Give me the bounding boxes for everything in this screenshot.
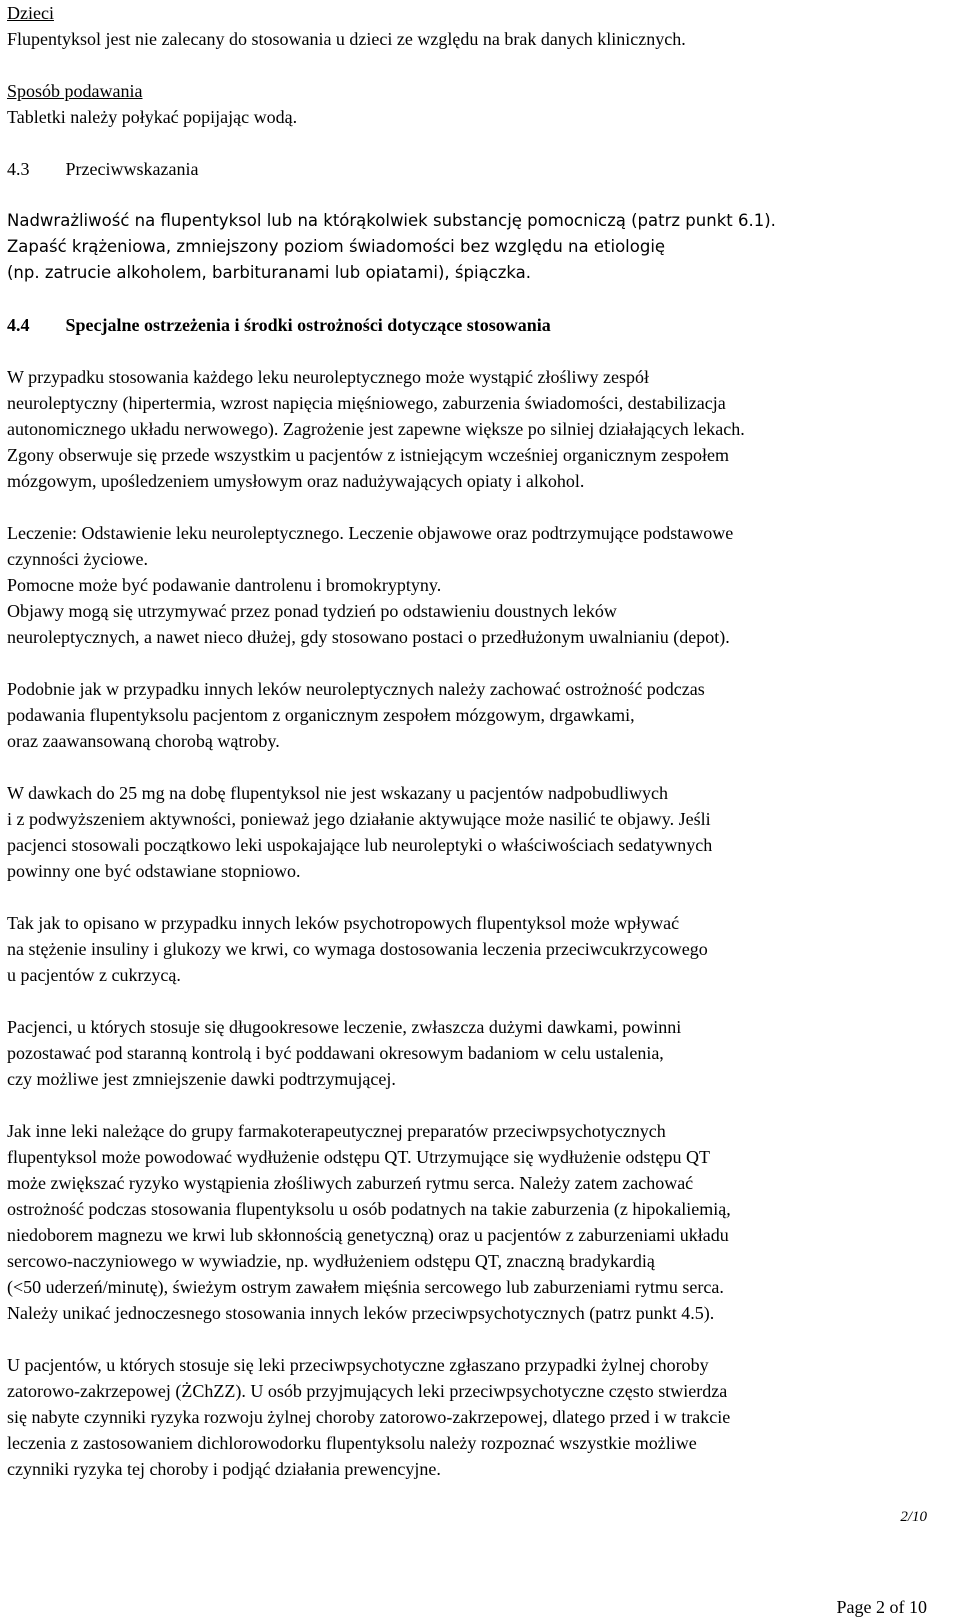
warnings-paragraph-organic (7, 676, 947, 754)
text-line: Tak jak to opisano w przypadku innych leków psychotropowych flupentyksol może wpływać (7, 913, 680, 933)
text-line: leczenia z zastosowaniem dichlorowodorku flupentyksolu należy rozpoznać wszystkie możliwe (7, 1433, 697, 1453)
text-line: W dawkach do 25 mg na dobę flupentyksol nie jest wskazany u pacjentów nadpobudliwych (7, 783, 669, 803)
text-line: neuroleptycznych, a nawet nieco dłużej, gdy stosowano postaci o przedłużonym uwalnianiu (depot). (7, 627, 730, 647)
section-4-4-heading (7, 312, 947, 338)
text-line: sercowo-naczyniowego w wywiadzie, np. wydłużeniem odstępu QT, znaczną bradykardią (7, 1251, 655, 1271)
contraindication-line: Nadwrażliwość na flupentyksol lub na którąkolwiek substancję pomocniczą (patrz punkt 6.1). (7, 211, 776, 230)
text-line: W przypadku stosowania każdego leku neuroleptycznego może wystąpić złośliwy zespół (7, 367, 649, 387)
text-line: u pacjentów z cukrzycą. (7, 965, 181, 985)
document-page (7, 0, 947, 1482)
text-line: autonomicznego układu nerwowego). Zagrożenie jest zapewne większe po silniej działających lekach. (7, 419, 745, 439)
text-line: oraz zaawansowaną chorobą wątroby. (7, 731, 280, 751)
text-line: mózgowym, upośledzeniem umysłowym oraz nadużywających opiaty i alkohol. (7, 471, 585, 491)
text-line: ostrożność podczas stosowania flupentyksolu u osób podatnych na takie zaburzenia (z hipokaliemią, (7, 1199, 731, 1219)
contraindication-line: Zapaść krążeniowa, zmniejszony poziom świadomości bez względu na etiologię (7, 237, 666, 256)
text-line: niedoborem magnezu we krwi lub skłonnością genetyczną) oraz u pacjentów z zaburzeniami układu (7, 1225, 729, 1245)
section-4-4-title: Specjalne ostrzeżenia i środki ostrożności dotyczące stosowania (65, 315, 551, 335)
administration-heading: Sposób podawania (7, 81, 143, 101)
text-line: pacjenci stosowali początkowo leki uspokajające lub neuroleptyki o właściwościach sedatywnych (7, 835, 713, 855)
warnings-paragraph-dosage (7, 780, 947, 884)
text-line: neuroleptyczny (hipertermia, wzrost napięcia mięśniowego, zaburzenia świadomości, destabilizacja (7, 393, 726, 413)
warnings-paragraph-nms (7, 364, 947, 494)
text-line: podawania flupentyksolu pacjentom z organicznym zespołem mózgowym, drgawkami, (7, 705, 635, 725)
page-number: Page 2 of 10 (836, 1597, 927, 1617)
text-line: Podobnie jak w przypadku innych leków neuroleptycznych należy zachować ostrożność podczas (7, 679, 705, 699)
contraindications-block (7, 208, 947, 286)
text-line: i z podwyższeniem aktywności, ponieważ jego działanie aktywujące może nasilić te objawy. Jeśli (7, 809, 711, 829)
text-line: Należy unikać jednoczesnego stosowania innych leków przeciwpsychotycznych (patrz punkt 4.5). (7, 1303, 715, 1323)
section-4-4-number: 4.4 (7, 315, 30, 335)
text-line: się nabyte czynniki ryzyka rozwoju żylnej choroby zatorowo-zakrzepowej, dlatego przed i w trakcie (7, 1407, 731, 1427)
text-line: na stężenie insuliny i glukozy we krwi, co wymaga dostosowania leczenia przeciwcukrzycowego (7, 939, 708, 959)
text-line: U pacjentów, u których stosuje się leki przeciwpsychotyczne zgłaszano przypadki żylnej choroby (7, 1355, 709, 1375)
text-line: Zgony obserwuje się przede wszystkim u pacjentów z istniejącym wcześniej organicznym zespołem (7, 445, 729, 465)
section-4-3-title: Przeciwwskazania (65, 159, 199, 179)
text-line: Pomocne może być podawanie dantrolenu i bromokryptyny. (7, 575, 442, 595)
warnings-paragraph-longterm (7, 1014, 947, 1092)
section-4-3-heading (7, 156, 947, 182)
text-line: może zwiększać ryzyko wystąpienia złośliwych zaburzeń rytmu serca. Należy zatem zachować (7, 1173, 694, 1193)
text-line: flupentyksol może powodować wydłużenie odstępu QT. Utrzymujące się wydłużenie odstępu QT (7, 1147, 710, 1167)
administration-text: Tabletki należy połykać popijając wodą. (7, 107, 298, 127)
text-line: zatorowo-zakrzepowej (ŻChZZ). U osób przyjmujących leki przeciwpsychotyczne często stwierdza (7, 1381, 728, 1401)
text-line: Pacjenci, u których stosuje się długookresowe leczenie, zwłaszcza dużymi dawkami, powinni (7, 1017, 682, 1037)
text-line: czynności życiowe. (7, 549, 148, 569)
text-line: powinny one być odstawiane stopniowo. (7, 861, 301, 881)
contraindication-line: (np. zatrucie alkoholem, barbituranami lub opiatami), śpiączka. (7, 263, 532, 282)
text-line: Objawy mogą się utrzymywać przez ponad tydzień po odstawieniu doustnych leków (7, 601, 617, 621)
children-heading: Dzieci (7, 3, 54, 23)
page-fraction: 2/10 (900, 1509, 927, 1525)
warnings-paragraph-qt (7, 1118, 947, 1326)
warnings-paragraph-vte (7, 1352, 947, 1482)
warnings-paragraph-insulin (7, 910, 947, 988)
text-line: pozostawać pod staranną kontrolą i być poddawani okresowym badaniom w celu ustalenia, (7, 1043, 664, 1063)
text-line: czy możliwe jest zmniejszenie dawki podtrzymującej. (7, 1069, 396, 1089)
text-line: Jak inne leki należące do grupy farmakoterapeutycznej preparatów przeciwpsychotycznych (7, 1121, 666, 1141)
children-text: Flupentyksol jest nie zalecany do stosowania u dzieci ze względu na brak danych klinicznych. (7, 29, 686, 49)
section-4-3-number: 4.3 (7, 159, 30, 179)
text-line: czynniki ryzyka tej choroby i podjąć działania prewencyjne. (7, 1459, 441, 1479)
warnings-paragraph-treatment (7, 520, 947, 650)
text-line: (<50 uderzeń/minutę), świeżym ostrym zawałem mięśnia sercowego lub zaburzeniami rytmu serca. (7, 1277, 724, 1297)
text-line: Leczenie: Odstawienie leku neuroleptycznego. Leczenie objawowe oraz podtrzymujące podstawowe (7, 523, 734, 543)
